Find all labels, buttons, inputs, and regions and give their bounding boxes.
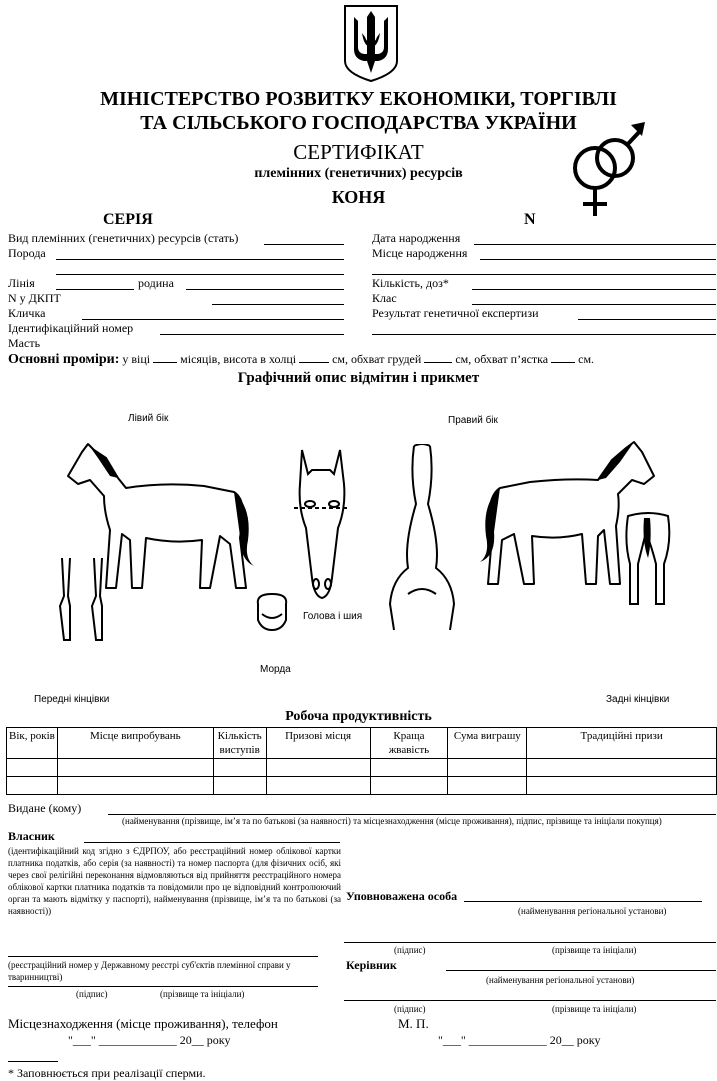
nickname-field[interactable] [82,319,344,320]
document-title: СЕРТИФІКАТ [293,140,424,164]
col-winnings: Сума виграшу [448,728,527,759]
stamp-label: М. П. [398,1016,429,1031]
id-number-label: Ідентифікаційний номер [8,321,134,335]
head-date-line: "___" _____________ 20__ року [438,1033,601,1047]
dkpt-number-field[interactable] [212,304,344,305]
owner-label: Власник [8,829,55,843]
muzzle-icon [252,592,292,632]
cm-chest-text: см, обхват грудей [332,352,422,366]
authorized-caption: (найменування регіональної установи) [518,906,667,916]
document-subtitle: племінних (генетичних) ресурсів [254,166,463,181]
horse-neck-top-icon [386,444,458,632]
family-label: родина [138,276,174,290]
family-field[interactable] [186,289,344,290]
genetic-result-label: Результат генетичної експертизи [372,306,539,320]
class-label: Клас [372,291,397,305]
owner-registry-field[interactable] [8,956,318,957]
owner-date-line: "___" _____________ 20__ року [68,1033,231,1047]
col-prize-places: Призові місця [266,728,370,759]
right-side-label: Правий бік [448,415,498,426]
authorized-label: Уповноважена особа [346,889,458,903]
ministry-line-2: ТА СІЛЬСЬКОГО ГОСПОДАРСТВА УКРАЇНИ [140,112,577,134]
doses-field[interactable] [472,289,716,290]
months-height-text: місяців, висота в холці [180,352,297,366]
authorized-name-caption: (прізвище та ініціали) [552,945,637,955]
owner-field[interactable] [84,842,340,843]
number-label: N [524,211,536,228]
gender-symbols-icon [565,118,655,222]
head-signature-field[interactable] [344,1000,716,1001]
head-name-caption: (прізвище та ініціали) [552,1004,637,1014]
owner-name-caption: (прізвище та ініціали) [160,989,245,999]
table-row[interactable] [7,777,717,795]
front-legs-icon [56,556,110,646]
coat-label: Масть [8,336,41,350]
chest-field[interactable] [424,362,452,363]
table-row[interactable] [7,759,717,777]
head-caption: (найменування регіональної установи) [486,975,635,985]
cm-end-text: см. [578,352,595,366]
footnote-divider [8,1061,58,1062]
height-field[interactable] [299,362,329,363]
head-field[interactable] [446,970,716,971]
wrist-field[interactable] [551,362,575,363]
issued-label: Видане (кому) [8,801,82,815]
genetic-result-field-2[interactable] [372,334,716,335]
horse-head-front-icon [290,448,354,600]
genetic-result-field[interactable] [578,319,716,320]
series-label: СЕРІЯ [103,211,153,228]
birth-date-field[interactable] [474,244,716,245]
birth-place-field[interactable] [480,259,716,260]
col-starts: Кількість виступів [213,728,266,759]
resource-type-field[interactable] [264,244,344,245]
class-field[interactable] [472,304,716,305]
head-neck-label: Голова і шия [303,611,363,622]
col-test-place: Місце випробувань [57,728,213,759]
birth-date-label: Дата народження [372,231,461,245]
ministry-line-1: МІНІСТЕРСТВО РОЗВИТКУ ЕКОНОМІКИ, ТОРГІВЛІ [100,88,617,110]
hind-legs-label: Задні кінцівки [606,694,670,705]
nickname-label: Кличка [8,306,46,320]
dkpt-number-label: N у ДКПТ [8,291,61,305]
head-label: Керівник [346,958,397,972]
front-legs-label: Передні кінцівки [34,694,110,705]
document-animal: КОНЯ [331,187,386,207]
col-traditional-prizes: Традиційні призи [527,728,717,759]
breed-field[interactable] [56,259,344,260]
birth-place-field-2[interactable] [372,274,716,275]
muzzle-label: Морда [260,664,291,675]
productivity-header-row [7,728,717,759]
line-label: Лінія [8,276,35,290]
authorized-signature-caption: (підпис) [394,945,426,955]
footnote: * Заповнюється при реалізації сперми. [8,1066,206,1080]
authorized-signature-field[interactable] [344,942,716,943]
productivity-table [6,727,717,795]
graphic-title: Графічний опис відмітин і прикмет [237,370,480,386]
owner-caption: (ідентифікаційний код згідно з ЄДРПОУ, або реєстраційний номер облікової картки платника податків, або серія (за наявності) та номер паспорта (для фізичних осіб, які через свої релігійні переконання відмовляються від прийняття реєстраційного номера облікової картки платника податків та повідомили про це відповідний контролюючий орган та мають відмітку у паспорті), найменування (прізвище, ім’я та по батькові (за наявності)) [8,846,341,916]
productivity-title: Робоча продуктивність [285,709,432,724]
location-phone-label: Місцезнаходження (місце проживання), телефон [8,1016,278,1031]
head-signature-caption: (підпис) [394,1004,426,1014]
measurements-row [8,352,594,368]
left-side-label: Лівий бік [128,413,169,424]
hind-legs-icon [622,512,676,608]
id-number-field[interactable] [160,334,344,335]
owner-signature-field[interactable] [8,986,318,987]
owner-signature-caption: (підпис) [76,989,108,999]
owner-registry-caption: (реєстраційний номер у Державному реєстрі суб'єктів племінної справи у тваринництві) [8,960,291,982]
breed-label: Порода [8,246,46,260]
cm-wrist-text: см, обхват п’ястка [455,352,549,366]
age-field[interactable] [153,362,177,363]
issued-caption: (найменування (прізвище, ім’я та по батькові (за наявності) та місцезнаходження (місце проживання), підпис, прізвище та ініціали покупця) [122,816,662,826]
doses-label: Кількість, доз* [372,276,449,290]
col-age: Вік, років [7,728,58,759]
coat-of-arms-icon [342,3,400,83]
measurements-label: Основні проміри: [8,352,120,367]
line-field[interactable] [56,289,134,290]
issued-field[interactable] [108,814,716,815]
col-best-speed: Краща жвавість [370,728,448,759]
age-prefix: у віці [122,352,151,366]
birth-place-label: Місце народження [372,246,468,260]
resource-type-label: Вид племінних (генетичних) ресурсів (стать) [8,231,239,245]
authorized-field[interactable] [464,901,702,902]
breed-field-2[interactable] [56,274,344,275]
